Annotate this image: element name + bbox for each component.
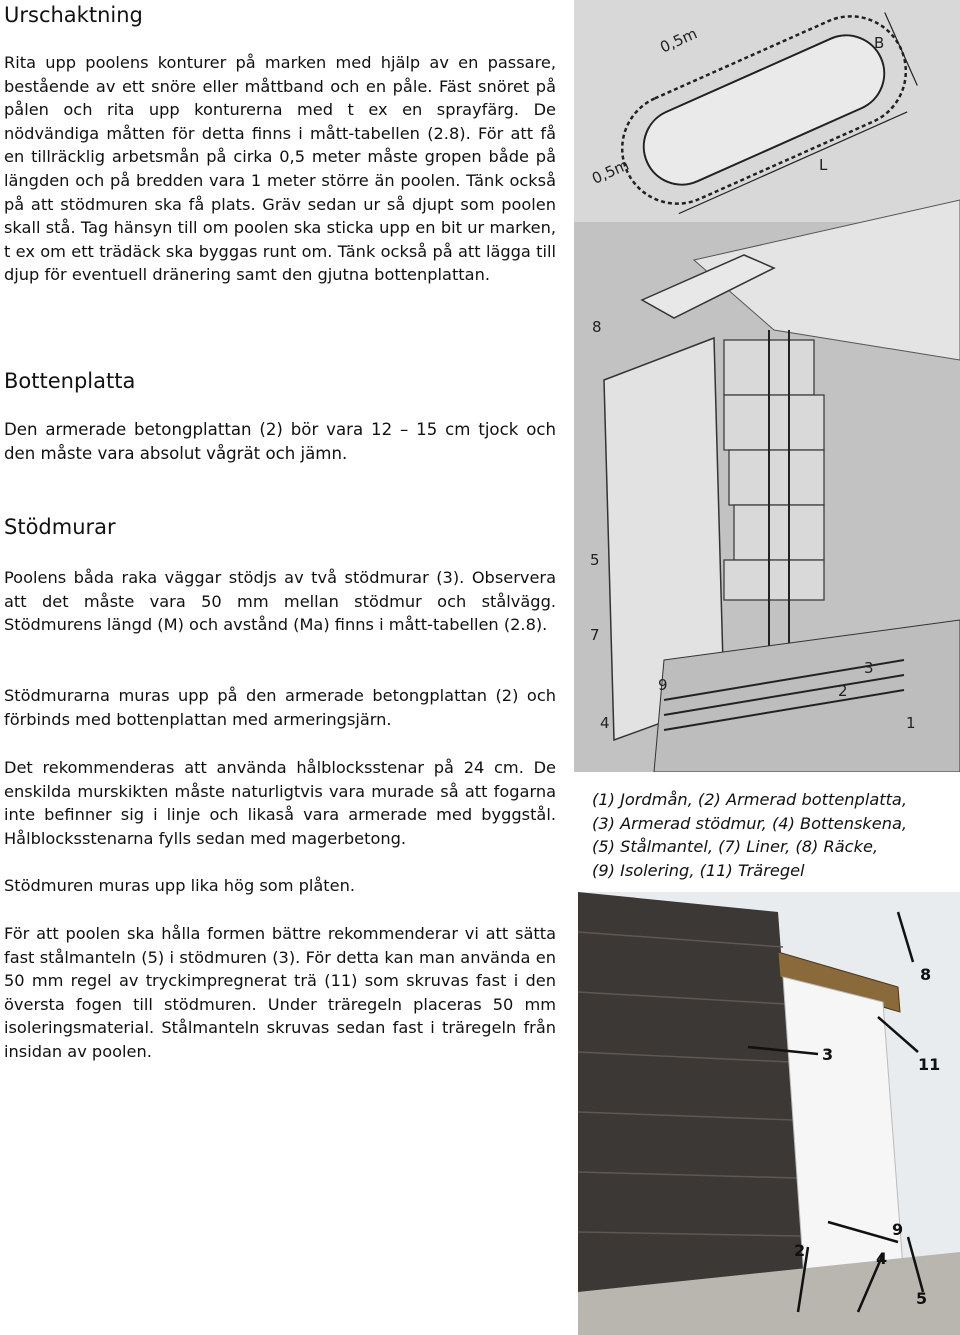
heading-bottenplatta: Bottenplatta bbox=[4, 369, 136, 393]
label-7: 7 bbox=[590, 626, 600, 644]
paragraph-bottenplatta: Den armerade betongplattan (2) bör vara 12 – 15 cm tjock och den måste vara absolut vågrät och jämn. bbox=[4, 420, 556, 463]
heading-stodmurar: Stödmurar bbox=[4, 515, 116, 539]
label-5: 5 bbox=[590, 551, 600, 569]
label-1: 1 bbox=[906, 714, 916, 732]
label-2: 2 bbox=[838, 682, 848, 700]
paragraph-stodmurar-3: Det rekommenderas att använda hålblocksstenar på 24 cm. De enskilda murskikten måste naturligtvis vara murade så att fogarna inte befinner sig i linje och likaså vara armerade med byggstål. Hålblocksstenarna fylls sedan med magerbetong. bbox=[4, 758, 556, 848]
paragraph-stodmurar-2: Stödmurarna muras upp på den armerade betongplattan (2) och förbinds med bottenplattan med armeringsjärn. bbox=[4, 686, 556, 729]
paragraph-urschaktning: Rita upp poolens konturer på marken med hjälp av en passare, bestående av ett snöre eller måttband och en påle. Fäst snöret på pålen och rita upp konturerna med t ex en sprayfärg. De nödvändiga måtten för detta finns i mått-tabellen (2.8). För att få en tillräcklig arbetsmån på cirka 0,5 meter måste gropen både på längden och på bredden vara 1 meter större än poolen. Tänk också på att stödmuren ska få plats. Gräv sedan ur så djupt som poolen skall stå. Tag hänsyn till om poolen ska sticka upp en bit ur marken, t ex om ett trädäck ska byggas runt om. Tänk också på att lägga till djup för eventuell dränering samt den gjutna bottenplattan. bbox=[4, 53, 556, 285]
paragraph-stodmurar-4: Stödmuren muras upp lika hög som plåten. bbox=[4, 876, 356, 895]
caption-line-4: (9) Isolering, (11) Träregel bbox=[592, 860, 805, 880]
block-wall-photo bbox=[578, 892, 960, 1335]
label-9: 9 bbox=[658, 676, 668, 694]
paragraph-stodmurar-5: För att poolen ska hålla formen bättre rekommenderar vi att sätta fast stålmanteln (5) i stödmuren (3). För detta kan man använda en 50 mm regel av tryckimpregnerat trä (11) som skruvas fast i den översta fogen till stödmuren. Under träregeln placeras 50 mm isoleringsmaterial. Stålmanteln skruvas sedan fast i träregeln från insidan av poolen. bbox=[4, 924, 556, 1061]
photo-label-5: 5 bbox=[916, 1289, 928, 1308]
photo-label-2: 2 bbox=[794, 1241, 806, 1260]
dim-label-2: 0,5m bbox=[589, 155, 632, 188]
label-b: B bbox=[874, 34, 885, 52]
heading-urschaktning: Urschaktning bbox=[4, 3, 143, 27]
label-4: 4 bbox=[600, 714, 610, 732]
label-8: 8 bbox=[592, 318, 602, 336]
paragraph-stodmurar-1: Poolens båda raka väggar stödjs av två stödmurar (3). Observera att det måste vara 50 mm mellan stödmur och stålvägg. Stödmurens längd (M) och avstånd (Ma) finns i mått-tabellen (2.8). bbox=[4, 568, 556, 635]
caption-line-1: (1) Jordmån, (2) Armerad bottenplatta, bbox=[592, 790, 907, 809]
photo-label-9: 9 bbox=[892, 1220, 904, 1239]
photo-label-11: 11 bbox=[918, 1055, 941, 1074]
caption-line-3: (5) Stålmantel, (7) Liner, (8) Räcke, bbox=[592, 837, 879, 857]
label-3: 3 bbox=[864, 659, 874, 677]
figure-caption bbox=[592, 788, 952, 882]
dim-label-1: 0,5m bbox=[657, 24, 700, 57]
photo-label-8: 8 bbox=[920, 965, 932, 984]
pool-construction-drawing bbox=[574, 0, 960, 772]
photo-label-4: 4 bbox=[876, 1249, 888, 1268]
label-l: L bbox=[819, 156, 828, 174]
photo-label-3: 3 bbox=[822, 1045, 834, 1064]
caption-line-2: (3) Armerad stödmur, (4) Bottenskena, bbox=[592, 813, 908, 833]
